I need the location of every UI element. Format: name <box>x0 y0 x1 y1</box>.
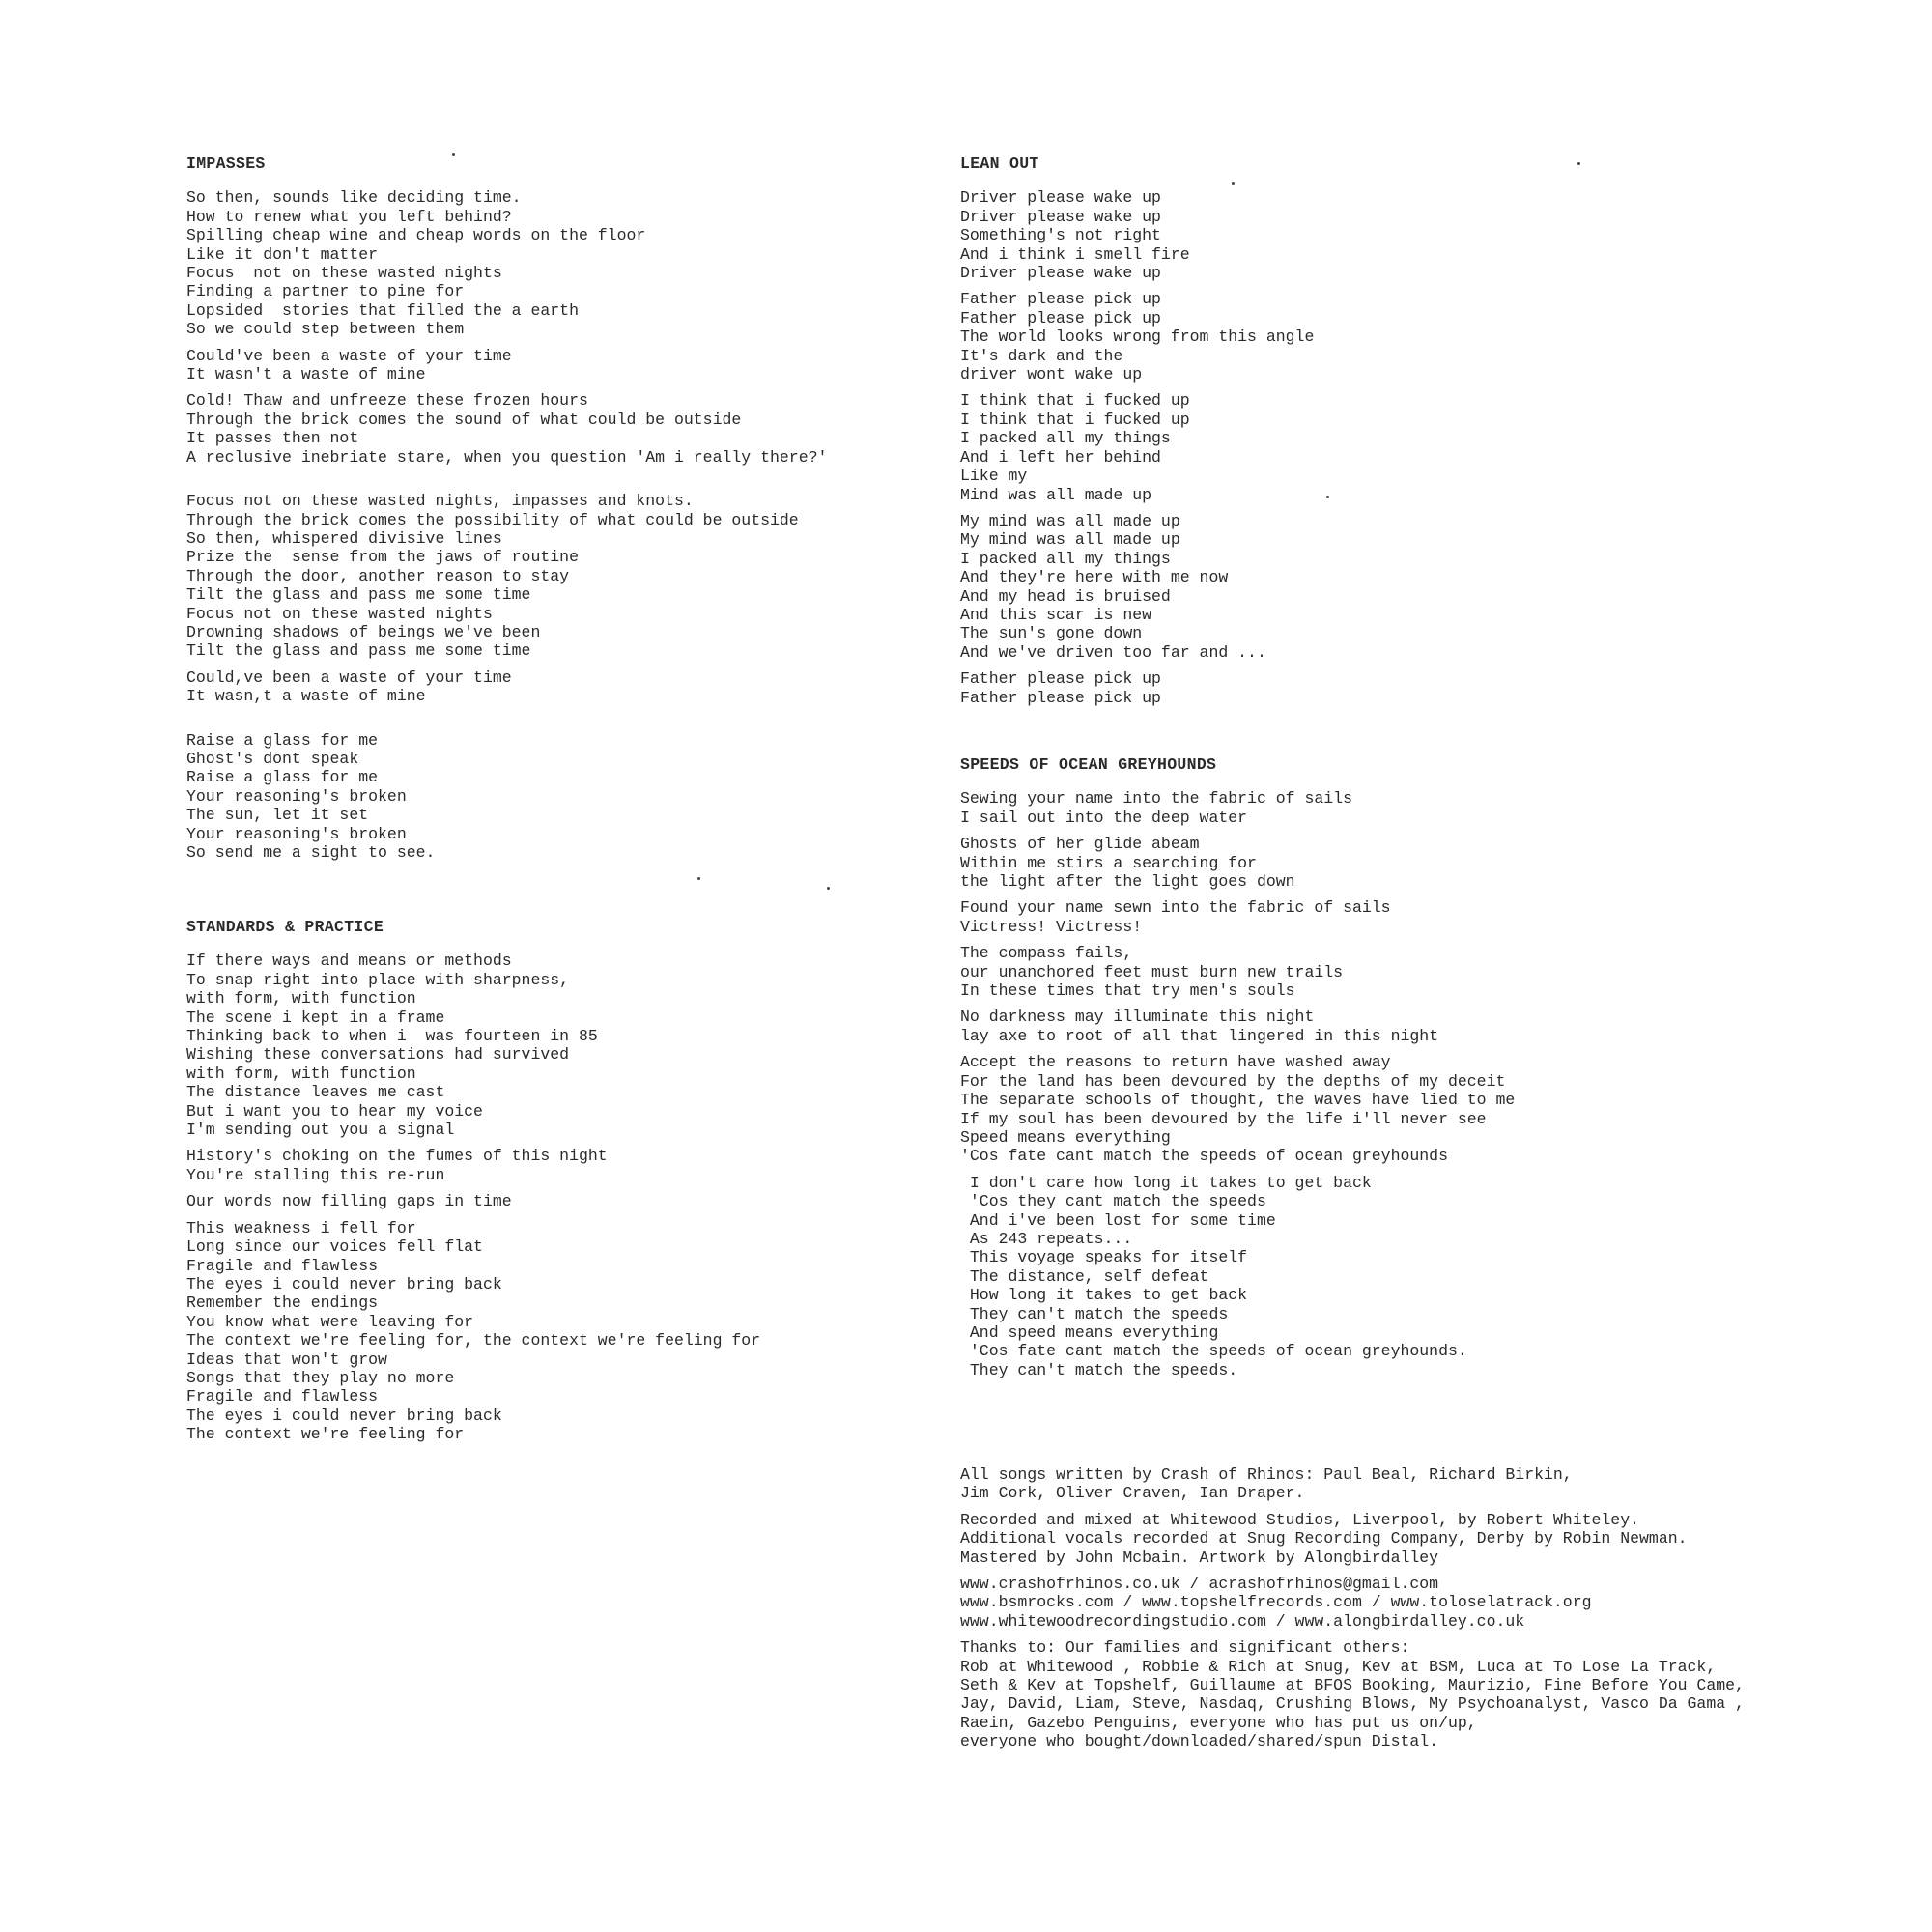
text-line: Long since our voices fell flat <box>186 1237 483 1257</box>
song-title: LEAN OUT <box>960 155 1039 173</box>
stanza <box>960 290 1907 384</box>
text-line: And we've driven too far and ... <box>960 642 1266 662</box>
stanza <box>960 391 1907 503</box>
text-line: It wasn,t a waste of mine <box>186 687 426 706</box>
text-line: Tilt the glass and pass me some time <box>186 641 531 661</box>
stanza <box>960 1465 1907 1503</box>
text-line: www.crashofrhinos.co.uk / acrashofrhinos@gmail.com <box>960 1575 1439 1594</box>
text-line: But i want you to hear my voice <box>186 1101 483 1121</box>
text-line: I don't care how long it takes to get back <box>960 1173 1372 1192</box>
credits-text <box>960 1465 1907 1751</box>
stanza <box>960 1008 1907 1045</box>
text-line: And i've been lost for some time <box>960 1210 1276 1230</box>
text-line: The context we're feeling for <box>186 1425 465 1444</box>
text-line: Driver please wake up <box>960 188 1161 208</box>
stanza <box>186 1219 959 1444</box>
text-line: If there ways and means or methods <box>186 952 512 971</box>
text-line: They can't match the speeds. <box>960 1360 1238 1379</box>
text-line: Our words now filling gaps in time <box>186 1192 512 1211</box>
text-line: This weakness i fell for <box>186 1218 416 1237</box>
stanza <box>186 714 959 724</box>
text-line: The world looks wrong from this angle <box>960 327 1315 347</box>
text-line: The eyes i could never bring back <box>186 1274 502 1293</box>
text-line: Mind was all made up <box>960 485 1152 504</box>
text-line: Lopsided stories that filled the a earth <box>186 300 579 320</box>
ink-speck <box>697 877 700 880</box>
text-line <box>186 474 959 484</box>
stanza <box>186 391 959 467</box>
text-line <box>186 714 959 724</box>
text-line: You know what were leaving for <box>186 1312 474 1331</box>
text-line: All songs written by Crash of Rhinos: Paul Beal, Richard Birkin, <box>960 1465 1573 1484</box>
text-line: So we could step between them <box>186 320 465 339</box>
text-line: Rob at Whitewood , Robbie & Rich at Snug, Kev at BSM, Luca at To Lose La Track, <box>960 1657 1717 1676</box>
text-line: If my soul has been devoured by the life i'll never see <box>960 1109 1487 1128</box>
text-line: with form, with function <box>186 1064 416 1083</box>
song-title: STANDARDS & PRACTICE <box>186 918 384 936</box>
text-line: Father please pick up <box>960 669 1161 689</box>
text-line: I'm sending out you a signal <box>186 1121 455 1140</box>
text-line: Driver please wake up <box>960 264 1161 283</box>
text-line: So then, sounds like deciding time. <box>186 188 522 208</box>
text-line: I think that i fucked up <box>960 410 1190 429</box>
text-line: Fragile and flawless <box>186 1387 379 1406</box>
text-line: Cold! Thaw and unfreeze these frozen hours <box>186 391 588 411</box>
text-line: Victress! Victress! <box>960 917 1143 936</box>
text-line: Jay, David, Liam, Steve, Nasdaq, Crushing Blows, My Psychoanalyst, Vasco Da Gama , <box>960 1694 1745 1714</box>
text-line: Through the door, another reason to stay <box>186 566 570 585</box>
text-line: I sail out into the deep water <box>960 808 1248 827</box>
text-line: And i left her behind <box>960 447 1161 467</box>
text-line: The context we're feeling for, the context we're feeling for <box>186 1331 761 1350</box>
stanza <box>960 512 1907 662</box>
stanza <box>186 952 959 1139</box>
text-line: the light after the light goes down <box>960 872 1295 892</box>
text-line: Additional vocals recorded at Snug Recording Company, Derby by Robin Newman. <box>960 1529 1688 1548</box>
text-line: Something's not right <box>960 226 1161 245</box>
text-line: For the land has been devoured by the depths of my deceit <box>960 1071 1506 1091</box>
text-line: Prize the sense from the jaws of routine <box>186 548 579 567</box>
text-line: The sun's gone down <box>960 624 1143 643</box>
song-title: SPEEDS OF OCEAN GREYHOUNDS <box>960 755 1217 774</box>
song-lyrics <box>186 952 959 1443</box>
stanza <box>960 835 1907 891</box>
text-line: Thinking back to when i was fourteen in 85 <box>186 1027 598 1046</box>
text-line: The scene i kept in a frame <box>186 1008 445 1027</box>
stanza <box>186 188 959 338</box>
ink-speck <box>1326 496 1329 498</box>
text-line: Fragile and flawless <box>186 1256 379 1275</box>
text-line: So then, whispered divisive lines <box>186 528 502 548</box>
text-line: with form, with function <box>186 989 416 1009</box>
text-line: Drowning shadows of beings we've been <box>186 622 541 641</box>
song-lyrics <box>960 789 1907 1379</box>
stanza <box>186 1192 959 1210</box>
stanza <box>960 669 1907 707</box>
text-line: History's choking on the fumes of this night <box>186 1147 608 1166</box>
song-standards-and-practice <box>186 918 959 1452</box>
text-line: The distance, self defeat <box>960 1266 1209 1286</box>
stanza <box>960 188 1907 282</box>
text-line: And speed means everything <box>960 1322 1219 1342</box>
text-line: Father please pick up <box>960 688 1161 707</box>
text-line: And i think i smell fire <box>960 244 1190 264</box>
text-line: our unanchored feet must burn new trails <box>960 962 1344 981</box>
text-line: Through the brick comes the sound of what could be outside <box>186 410 742 429</box>
text-line: I think that i fucked up <box>960 391 1190 411</box>
text-line: Songs that they play no more <box>186 1368 455 1387</box>
text-line: This voyage speaks for itself <box>960 1248 1248 1267</box>
text-line: www.whitewoodrecordingstudio.com / www.alongbirdalley.co.uk <box>960 1611 1525 1631</box>
text-line: The distance leaves me cast <box>186 1083 445 1102</box>
text-line: driver wont wake up <box>960 365 1143 384</box>
stanza <box>960 1575 1907 1631</box>
text-line: Wishing these conversations had survived <box>186 1045 570 1065</box>
text-line: A reclusive inebriate stare, when you question 'Am i really there?' <box>186 447 828 467</box>
text-line: Speed means everything <box>960 1127 1171 1147</box>
text-line: Recorded and mixed at Whitewood Studios, Liverpool, by Robert Whiteley. <box>960 1510 1640 1529</box>
text-line: Focus not on these wasted nights, impasses and knots. <box>186 492 694 511</box>
text-line: The sun, let it set <box>186 806 369 825</box>
text-line: Ideas that won't grow <box>186 1350 387 1369</box>
stanza <box>186 492 959 661</box>
stanza <box>960 944 1907 1000</box>
text-line: lay axe to root of all that lingered in this night <box>960 1026 1439 1045</box>
album-credits <box>960 1465 1907 1759</box>
text-line: Your reasoning's broken <box>186 824 407 843</box>
text-line: You're stalling this re-run <box>186 1165 445 1184</box>
text-line: Ghosts of her glide abeam <box>960 835 1200 854</box>
text-line: And this scar is new <box>960 605 1152 624</box>
text-line: Father please pick up <box>960 308 1161 327</box>
text-line: Seth & Kev at Topshelf, Guillaume at BFOS Booking, Maurizio, Fine Before You Came, <box>960 1676 1745 1695</box>
song-speeds-of-ocean-greyhounds <box>960 755 1907 1387</box>
song-title: IMPASSES <box>186 155 266 173</box>
text-line: Within me stirs a searching for <box>960 853 1257 872</box>
text-line: They can't match the speeds <box>960 1304 1229 1323</box>
stanza <box>960 1174 1907 1379</box>
text-line: 'Cos they cant match the speeds <box>960 1192 1266 1211</box>
text-line: It wasn't a waste of mine <box>186 365 426 384</box>
text-line: Father please pick up <box>960 290 1161 309</box>
text-line: Found your name sewn into the fabric of sails <box>960 898 1391 918</box>
stanza <box>186 731 959 863</box>
text-line: Thanks to: Our families and significant others: <box>960 1638 1410 1658</box>
text-line: Ghost's dont speak <box>186 749 359 768</box>
text-line: Focus not on these wasted nights <box>186 264 502 283</box>
text-line: To snap right into place with sharpness, <box>186 970 570 989</box>
song-impasses <box>186 155 959 869</box>
text-line: How to renew what you left behind? <box>186 207 512 226</box>
stanza <box>960 1638 1907 1750</box>
text-line: Accept the reasons to return have washed away <box>960 1053 1391 1072</box>
text-line: Sewing your name into the fabric of sails <box>960 789 1352 809</box>
text-line: No darkness may illuminate this night <box>960 1008 1315 1027</box>
text-line: As 243 repeats... <box>960 1229 1133 1248</box>
text-line: Spilling cheap wine and cheap words on the floor <box>186 226 646 245</box>
stanza <box>186 474 959 484</box>
text-line: Driver please wake up <box>960 207 1161 226</box>
text-line: Could've been a waste of your time <box>186 346 512 365</box>
text-line: The eyes i could never bring back <box>186 1406 502 1425</box>
text-line: 'Cos fate cant match the speeds of ocean greyhounds. <box>960 1342 1467 1361</box>
text-line: And my head is bruised <box>960 586 1171 606</box>
text-line: My mind was all made up <box>960 530 1180 550</box>
song-lyrics <box>960 188 1907 707</box>
song-lyrics <box>186 188 959 862</box>
text-line: Tilt the glass and pass me some time <box>186 585 531 605</box>
text-line: My mind was all made up <box>960 511 1180 530</box>
text-line: It passes then not <box>186 429 359 448</box>
song-lean-out <box>960 155 1907 715</box>
stanza <box>960 1053 1907 1165</box>
text-line: Jim Cork, Oliver Craven, Ian Draper. <box>960 1484 1305 1503</box>
text-line: Raise a glass for me <box>186 768 379 787</box>
text-line: Focus not on these wasted nights <box>186 604 493 623</box>
stanza <box>186 347 959 384</box>
text-line: It's dark and the <box>960 346 1123 365</box>
text-line: Like it don't matter <box>186 244 379 264</box>
text-line: Your reasoning's broken <box>186 786 407 806</box>
text-line: Raise a glass for me <box>186 730 379 750</box>
text-line: Like my <box>960 467 1028 486</box>
text-line: The separate schools of thought, the waves have lied to me <box>960 1091 1516 1110</box>
text-line: The compass fails, <box>960 944 1133 963</box>
stanza <box>960 1511 1907 1567</box>
text-line: www.bsmrocks.com / www.topshelfrecords.com / www.toloselatrack.org <box>960 1593 1592 1612</box>
ink-speck <box>827 887 830 890</box>
text-line: I packed all my things <box>960 429 1171 448</box>
text-line: Remember the endings <box>186 1293 379 1313</box>
text-line: In these times that try men's souls <box>960 981 1295 1001</box>
stanza <box>186 668 959 706</box>
text-line: Raein, Gazebo Penguins, everyone who has put us on/up, <box>960 1713 1477 1732</box>
text-line: How long it takes to get back <box>960 1286 1248 1305</box>
text-line: Finding a partner to pine for <box>186 282 465 301</box>
ink-speck <box>1232 182 1235 185</box>
stanza <box>960 898 1907 936</box>
text-line: everyone who bought/downloaded/shared/spun Distal. <box>960 1732 1439 1751</box>
stanza <box>186 1147 959 1184</box>
text-line: And they're here with me now <box>960 568 1229 587</box>
ink-speck <box>1577 162 1580 165</box>
text-line: Through the brick comes the possibility of what could be outside <box>186 510 799 529</box>
text-line: I packed all my things <box>960 549 1171 568</box>
text-line: Mastered by John Mcbain. Artwork by Alongbirdalley <box>960 1548 1439 1567</box>
text-line: 'Cos fate cant match the speeds of ocean greyhounds <box>960 1147 1448 1166</box>
ink-speck <box>452 153 455 156</box>
text-line: Could,ve been a waste of your time <box>186 668 512 687</box>
text-line: So send me a sight to see. <box>186 843 436 862</box>
stanza <box>960 789 1907 827</box>
